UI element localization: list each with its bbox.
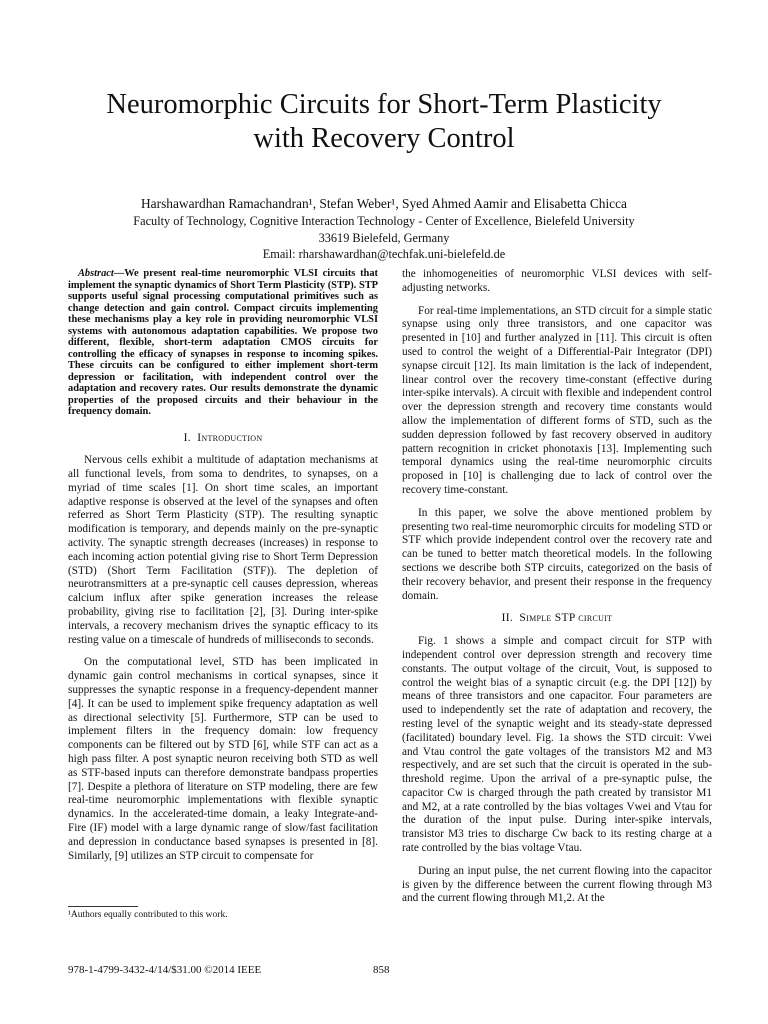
copyright-line: 978-1-4799-3432-4/14/$31.00 ©2014 IEEE	[68, 964, 262, 976]
email: Email: rharshawardhan@techfak.uni-bielefeld.de	[262, 247, 506, 261]
section-heading-introduction	[68, 432, 378, 446]
affiliation: Faculty of Technology, Cognitive Interaction Technology - Center of Excellence, Bielefeld University	[133, 214, 635, 228]
section-heading-simple-stp	[402, 612, 712, 626]
page-number: 858	[373, 964, 390, 976]
paragraph: On the computational level, STD has been implicated in dynamic gain control mechanisms in cortical synapses, since it suppresses the synaptic response in a frequency-dependent manner [4]. It can be used to implement spike frequency adaptation as well as directional selectivity [5]. Furthermore, STP can be used to implement filters in the frequency domain: low frequency components can be filtered out by STD [6], while STF can act as a high pass filter. A post synaptic neuron receiving both STD as well as STF-based inputs can therefore demonstrate bandpass properties [7]. Despite a plethora of literature on STP modeling, there are few real-time neuromorphic implementations with flexible synaptic dynamics. In the accelerated-time domain, a leaky Integrate-and-Fire (IF) model with a large dynamic range of slow/fast facilitation and depression in conductance based synapses is presented in [8]. Similarly, [9] utilizes an STP circuit to compensate for	[68, 656, 378, 862]
title-line-1: Neuromorphic Circuits for Short-Term Plasticity	[106, 89, 662, 120]
section-title: Introduction	[197, 431, 263, 444]
paragraph: Nervous cells exhibit a multitude of adaptation mechanisms at all functional levels, from soma to dendrites, to synapses, on a myriad of time scales [1]. On short time scales, an important adaptive response is observed at the level of the synapses and often referred as Short Term Plasticity (STP). The resulting synaptic modification is temporary, and depends mainly on the pre-synaptic activity. The synaptic strength decreases (increases) in response to each incoming action potential giving rise to Short Term Depression (STD) (Short Term Facilitation (STF)). The depletion of neurotransmitters at a pre-synaptic cell causes depression, whereas calcium influx after spike generation increases the release probability, giving rise to facilitation [2], [3]. During inter-spike intervals, a recovery mechanism drives the synaptic efficacy to its resting value on a timescale of hundreds of milliseconds to seconds.	[68, 454, 378, 646]
abstract	[68, 268, 378, 418]
affiliation-block	[40, 213, 728, 263]
paragraph: Fig. 1 shows a simple and compact circuit for STP with independent control over depression strength and recovery time constants. The output voltage of the circuit, Vout, is supposed to control the weight bias of a synaptic circuit (e.g. the DPI [12]) by means of three transistors and one capacitor. Four parameters are used to independently set the rate of adaptation and recovery, the resting level of the synaptic weight and its steady-state depressed (facilitated) boundary level. Fig. 1a shows the STD circuit: Vwei and Vtau control the gate voltages of the transistors M2 and M3 respectively, and are set such that the circuit is operated in the sub-threshold regime. Upon the arrival of a pre-synaptic pulse, the capacitor Cw is charged through the path created by transistor M1 and M2, at a rate controlled by the bias voltages Vwei and Vtau for the duration of the input pulse. During inter-spike intervals, transistor M3 tries to discharge Cw back to its resting charge at a rate controlled by the bias voltage Vtau.	[402, 635, 712, 855]
author-list: Harshawardhan Ramachandran¹, Stefan Weber¹, Syed Ahmed Aamir and Elisabetta Chicca	[141, 196, 627, 211]
footnote-rule	[68, 906, 138, 907]
abstract-label: Abstract	[78, 268, 114, 279]
abstract-text: —We present real-time neuromorphic VLSI circuits that implement the synaptic dynamics of Short Term Plasticity (STP). STP supports useful signal processing computational primitives such as change detection and gain control. Compact circuits implementing these mechanisms play a key role in providing neuromorphic VLSI systems with autonomous adaptation capabilities. We propose two different, flexible, short-term adaptation CMOS circuits for controlling the efficacy of synapses in response to incoming spikes. These circuits can be configured to either implement short-term depression or facilitation, with independent control over the adaptation and recovery rates. Our results demonstrate the dynamic properties of the proposed circuits and their behaviour in the frequency domain.	[68, 268, 378, 417]
section-number: I.	[183, 431, 191, 444]
right-column	[402, 268, 712, 915]
paragraph: During an input pulse, the net current flowing into the capacitor is given by the difference between the current flowing through M3 and the current flowing through M1,2. At the	[402, 864, 712, 905]
title-line-2: with Recovery Control	[253, 123, 515, 154]
left-column	[68, 268, 378, 872]
paper-title	[40, 88, 728, 156]
footnote: ¹Authors equally contributed to this work.	[68, 910, 228, 920]
section-number: II.	[501, 612, 514, 625]
paragraph: In this paper, we solve the above mentioned problem by presenting two real-time neuromorphic circuits for modeling STD or STF which provide independent control over the recovery rate and can be tuned to better match theoretical models. In the following sections we describe both STP circuits, categorized on the basis of their recovery behavior, and present their response in the frequency domain.	[402, 506, 712, 602]
paragraph: For real-time implementations, an STD circuit for a simple static synapse using only three transistors, and one capacitor was presented in [10] and further analyzed in [11]. This circuit is often used to control the weight of a Differential-Pair Integrator (DPI) synapse circuit [12]. Its main limitation is the lack of independent, linear control over the recovery time-constant (effective during inter-spike intervals). A circuit with flexible and independent control over the depression strength and recovery time constants would allow the implementation of different forms of STD, such as the sudden depression followed by fast recovery observed in auditory pattern recognition in cricket phonotaxis [13]. Implementing such temporal dynamics using the real-time neuromorphic circuits proposed in [10] is challenging due to lack of control over the recovery time-constant.	[402, 304, 712, 496]
address: 33619 Bielefeld, Germany	[318, 230, 450, 245]
paragraph: the inhomogeneities of neuromorphic VLSI devices with self-adjusting networks.	[402, 268, 712, 294]
section-title: Simple STP circuit	[519, 612, 613, 625]
